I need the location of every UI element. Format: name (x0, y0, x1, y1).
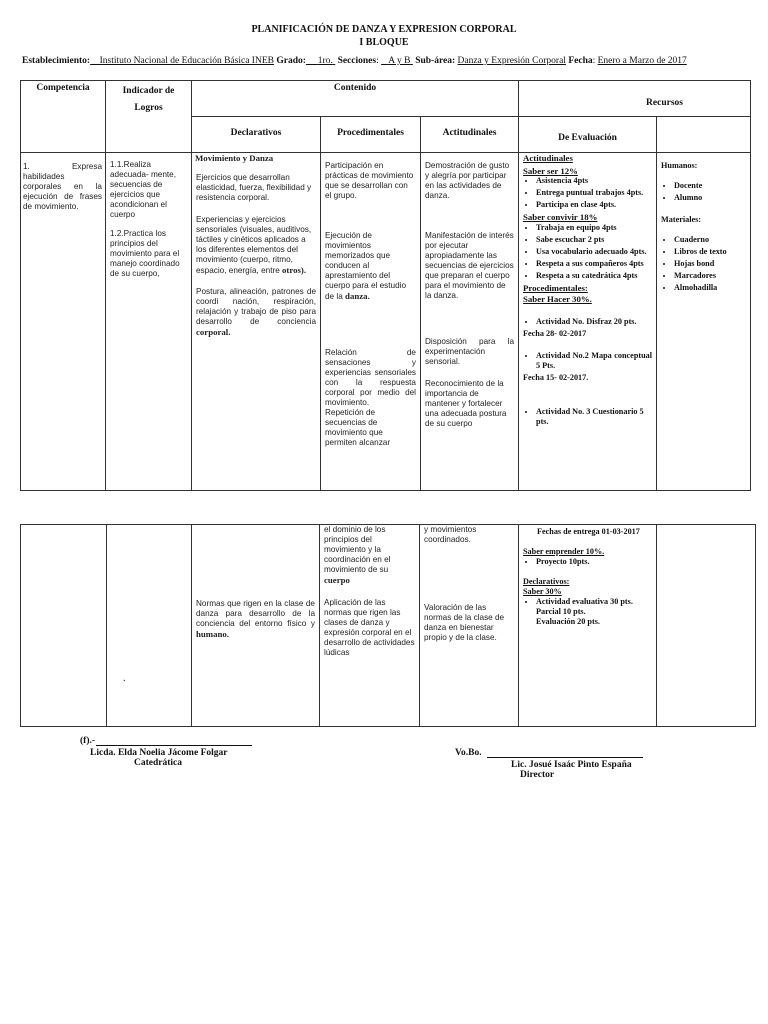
declarativos-heading: Movimiento y Danza (195, 153, 274, 163)
vobo-label: Vo.Bo. (455, 748, 482, 758)
eval-ser-item: • Entrega puntual trabajos 4pts. (536, 188, 652, 198)
actitudinales-p2: Manifestación de interés por ejecutar apropiadamente las secuencias de ejercicios que preparan el cuerpo para el movimiento de la danza. (425, 231, 514, 300)
signature-line-right (487, 757, 643, 758)
grado-label: Grado: (276, 56, 306, 66)
eval-ser-item: • Asistencia 4pts (536, 176, 652, 186)
eval-act1: • Actividad No. Disfraz 20 pts. (536, 317, 652, 327)
cell-evaluacion (519, 153, 657, 491)
cont-decl-item: • Actividad evaluativa 30 pts. (536, 597, 656, 607)
establecimiento-value: Instituto Nacional de Educación Básica INEB (99, 56, 274, 66)
subarea-label: Sub-área: (415, 56, 456, 66)
cell-competencia (21, 153, 106, 491)
fecha-value: Enero a Marzo de 2017 (597, 56, 687, 66)
subarea-value: Danza y Expresión Corporal (457, 56, 566, 66)
col-evaluacion: De Evaluación (519, 117, 657, 153)
cont-actitudinales-2: Valoración de las normas de la clase de danza en bienestar propio y de la clase. (424, 603, 505, 642)
cont-parcial: Parcial 10 pts. (536, 607, 586, 616)
col-recursos-empty (657, 117, 751, 153)
eval-convivir-item: • Respeta a sus compañeros 4pts (536, 259, 652, 269)
eval-actitudinales: Actitudinales (523, 153, 573, 163)
left-name: Licda. Elda Noelia Jácome Folgar (90, 748, 228, 758)
cont-emprender-item: • Proyecto 10pts. (536, 557, 656, 567)
eval-convivir-item: • Usa vocabulario adecuado 4pts. (536, 247, 652, 257)
cont-evaluacion-item: Evaluación 20 pts. (536, 617, 600, 626)
cont-procedimentales-2: Aplicación de las normas que rigen las clases de danza y expresión corporal en el desarrollo de actividades lúdicas (324, 598, 415, 657)
right-role: Director (520, 770, 555, 780)
eval-convivir-item: • Sabe escuchar 2 pts (536, 235, 652, 245)
eval-convivir-item: • Respeta a su catedrática 4pts (536, 271, 652, 281)
signature-left (80, 736, 227, 768)
col-declarativos: Declarativos (192, 117, 321, 153)
declarativos-p1: Ejercicios que desarrollan elasticidad, fuerza, flexibilidad y resistencia corporal. (196, 172, 312, 202)
recursos-humanos-list (661, 181, 746, 203)
cont-saber-30: Saber 30% (523, 587, 562, 596)
eval-convivir-list (523, 223, 652, 281)
cont-emprender-list (523, 557, 656, 567)
cell-actitudinales (421, 153, 519, 491)
eval-act1-list (523, 317, 652, 327)
eval-saber-ser: Saber ser 12% (523, 165, 578, 176)
eval-procedimentales: Procedimentales: (523, 283, 588, 294)
cont-procedimentales-1: el dominio de los principios del movimiento y la coordinación en el movimiento de su cuerpo (324, 525, 391, 585)
cont-saber-emprender: Saber emprender 10%. (523, 547, 605, 556)
eval-act2-list (523, 351, 652, 371)
eval-fecha1: Fecha 28- 02-2017 (523, 328, 587, 338)
eval-saber-hacer: Saber Hacer 30%. (523, 293, 592, 304)
document-subtitle: I BLOQUE (359, 37, 409, 48)
cell-declarativos (192, 153, 321, 491)
recursos-materiales-item: • Libros de texto (674, 247, 746, 257)
cont-competencia (21, 525, 107, 727)
declarativos-p2: Experiencias y ejercicios sensoriales (visuales, auditivos, táctiles y cinéticos aplicados a los diferentes elementos del movimiento (cuerpo, ritmo, espacio, energía, entre otros). (196, 214, 312, 275)
procedimentales-p3: Relación de sensaciones y experiencias sensoriales con la respuesta corporal por medio del movimiento. (325, 348, 416, 407)
col-contenido: Contenido (192, 81, 519, 117)
cell-recursos (657, 153, 751, 491)
indicador-1: 1.1.Realiza adecuada- mente, secuencias de ejercicios que acondicionan el cuerpo (110, 160, 176, 219)
cont-actitudinales-1: y movimientos coordinados. (424, 525, 477, 544)
cont-recursos (657, 525, 756, 727)
col-actitudinales: Actitudinales (421, 117, 519, 153)
eval-ser-item: • Participa en clase 4pts. (536, 200, 652, 210)
recursos-materiales-label: Materiales: (661, 215, 702, 224)
cell-indicador (106, 153, 192, 491)
eval-ser-list (523, 176, 652, 210)
continuation-table (20, 524, 756, 727)
eval-act3: • Actividad No. 3 Cuestionario 5 pts. (536, 407, 652, 427)
f-label: (f).- (80, 736, 96, 746)
secciones-value: A y B (388, 56, 411, 66)
planning-table (20, 80, 751, 491)
col-procedimentales: Procedimentales (321, 117, 421, 153)
recursos-humanos-label: Humanos: (661, 161, 698, 170)
signature-line-left (96, 745, 252, 746)
cont-actitudinales (420, 525, 519, 727)
cont-decl-list (523, 597, 656, 607)
eval-act2: • Actividad No.2 Mapa conceptual 5 Pts. (536, 351, 652, 371)
stray-dot: . (123, 673, 126, 684)
procedimentales-p4: Repetición de secuencias de movimiento que permiten alcanzar (325, 408, 391, 447)
recursos-materiales-item: • Almohadilla (674, 283, 746, 293)
right-name: Lic. Josué Isaác Pinto España (511, 760, 632, 770)
secciones-label: Secciones (337, 56, 377, 66)
recursos-humanos-item: • Docente (674, 181, 746, 191)
eval-convivir-item: • Trabaja en equipo 4pts (536, 223, 652, 233)
left-role: Catedrática (134, 758, 183, 768)
signature-right (455, 748, 632, 780)
grado-value: 1ro. (317, 56, 333, 66)
establecimiento-label: Establecimiento: (22, 56, 91, 66)
eval-act3-list (523, 407, 652, 427)
cont-declarativos-label: Declarativos: (523, 577, 570, 586)
competencia-text: 1. Expresa habilidades corporales en la ejecución de frases de movimiento. (23, 162, 102, 211)
recursos-materiales-list (661, 235, 746, 293)
cell-procedimentales (321, 153, 421, 491)
header-line: Establecimiento: Instituto Nacional de Educación Básica INEB Grado: 1ro. Secciones: A y B Sub-área: Danza y Expresión Corporal Fecha: Enero a Marzo de 2017 (22, 56, 687, 66)
procedimentales-p1: Participación en prácticas de movimiento que se desarrollan con el grupo. (325, 161, 414, 200)
recursos-materiales-item: • Hojas bond (674, 259, 746, 269)
recursos-humanos-item: • Alumno (674, 193, 746, 203)
declarativos-p3: Postura, alineación, patrones de coordi nación, respiración, relajación y trabajo de piso para desarrollo de conciencia corporal. (196, 286, 316, 337)
eval-fecha2: Fecha 15- 02-2017. (523, 372, 589, 382)
procedimentales-p2: Ejecución de movimientos memorizados que conducen al aprestamiento del cuerpo para el estudio de la danza. (325, 231, 407, 301)
col-indicador: Indicador de Logros (106, 81, 192, 153)
eval-saber-convivir: Saber convivir 18% (523, 212, 598, 223)
actitudinales-p3: Disposición para la experimentación sensorial. (425, 337, 515, 366)
cont-indicador (107, 525, 192, 727)
document-title: PLANIFICACIÓN DE DANZA Y EXPRESION CORPORAL (251, 24, 517, 35)
cont-evaluacion (519, 525, 657, 727)
actitudinales-p4: Reconocimiento de la importancia de mantener y fortalecer una adecuada postura de su cuerpo (425, 379, 507, 428)
recursos-materiales-item: • Marcadores (674, 271, 746, 281)
cont-procedimentales (320, 525, 420, 727)
indicador-2: 1.2.Practica los principios del movimiento para el manejo coordinado de su cuerpo, (110, 229, 180, 278)
cont-declarativos (192, 525, 320, 727)
recursos-materiales-item: • Cuaderno (674, 235, 746, 245)
cont-fechas-entrega: Fechas de entrega 01-03-2017 (537, 527, 640, 536)
cont-declarativos-text: Normas que rigen en la clase de danza para desarrollo de la conciencia del entorno físico y humano. (196, 599, 315, 639)
col-competencia: Competencia (21, 81, 106, 153)
col-recursos: Recursos (519, 81, 751, 117)
actitudinales-p1: Demostración de gusto y alegría por participar en las actividades de danza. (425, 161, 510, 200)
fecha-label: Fecha (568, 56, 593, 66)
